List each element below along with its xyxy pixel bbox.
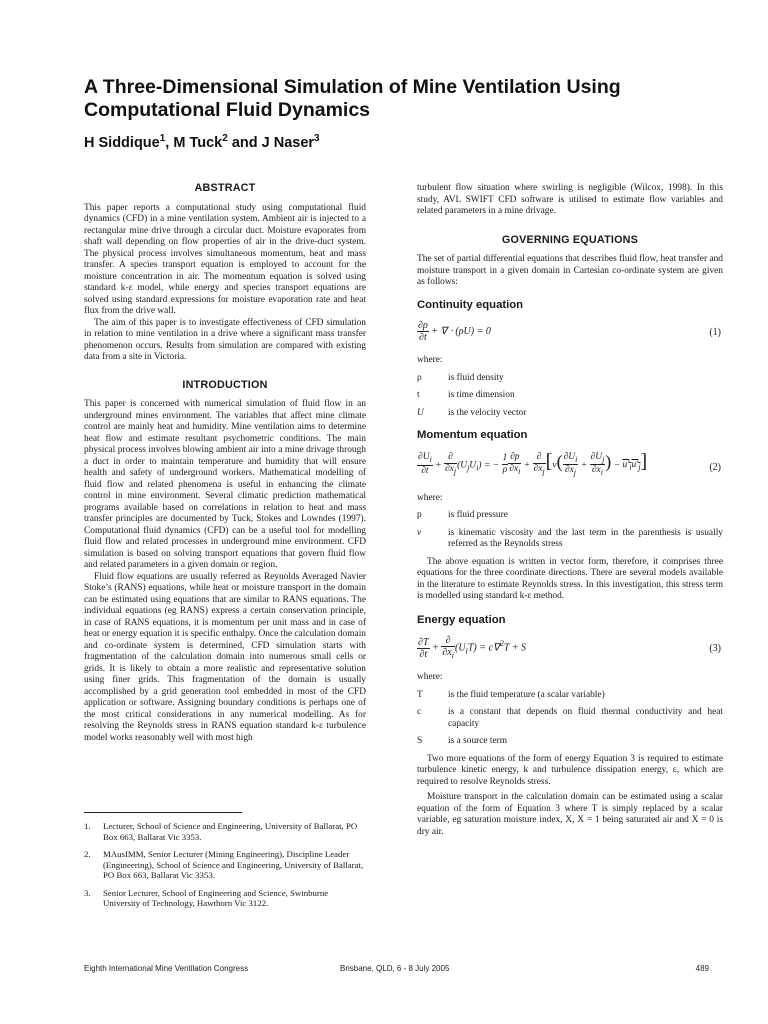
symbol: v	[417, 527, 422, 538]
equation-number: (2)	[709, 461, 721, 473]
footnote-text: Senior Lecturer, School of Engineering and Science, Swinburne University of Technology, Hawthorn Vic 3122.	[103, 887, 329, 908]
author-separator: and	[227, 134, 262, 151]
author-list	[84, 133, 320, 151]
definition-text: is kinematic viscosity and the last term in the parenthesis is usually referred as the Reynolds stress	[448, 527, 723, 549]
energy-paragraph: Two more equations of the form of energy Equation 3 is required to estimate turbulence kinetic energy, k and turbulence dissipation energy, ε, which are required to resolve Reynolds stress.	[417, 753, 723, 787]
symbol-definition	[417, 510, 723, 522]
left-column	[84, 183, 366, 744]
author-affiliation-marker: 3	[314, 133, 320, 144]
footnote-item	[84, 849, 366, 881]
symbol: ρ	[417, 372, 422, 383]
where-label: where:	[417, 672, 443, 682]
governing-equations-intro: The set of partial differential equations that describes fluid flow, heat transfer and moisture transport in a given domain in Cartesian co-ordinate system are given as follows:	[417, 254, 723, 287]
momentum-equation	[417, 452, 723, 484]
footnote-divider	[84, 812, 242, 813]
where-label: where:	[417, 492, 443, 503]
symbol: t	[417, 390, 420, 400]
footnote-item	[84, 821, 366, 842]
momentum-heading: Momentum equation	[417, 429, 528, 441]
symbol-definition	[417, 408, 723, 420]
energy-paragraph: Moisture transport in the calculation domain can be estimated using a scalar equation of the form of Equation 3 where T is simply replaced by a scalar variable, eg saturation moisture index, X, X = 1 being saturated air and X = 0 is dry air.	[417, 792, 723, 837]
author-affiliation-marker: 2	[222, 133, 228, 144]
abstract-paragraph: The aim of this paper is to investigate effectiveness of CFD simulation in relation to mine ventilation in a drive where a significant mass transfer phenomenon occurs. Results from simulation are compared with existing data from a site in Victoria.	[84, 317, 366, 362]
equation-number: (1)	[709, 327, 721, 338]
footer-conference: Eighth International Mine Ventilation Congress	[84, 964, 249, 973]
continuity-formula: $\frac{\partial\rho}{\partial t}$ + ∇ ⋅ (ρU) = 0	[418, 320, 491, 343]
introduction-paragraph: Fluid flow equations are usually referred as Reynolds Averaged Navier Stoke’s (RANS) equations, while heat or moisture transport in the domain can be estimated using equations that are similar to RANS equations. The individual equations (eg RANS) express a certain conservation principle, in case of RANS equations, it is momentum per unit mass and in case of heat or energy equation it is specific enthalpy. Once the calculation domain and co-ordinate system is determined, CFD simulation starts with fragmentation of the calculation domain into numerous small cells or grids. It is likely to obtain a more realistic and representative solution using finer grids. This fragmentation of the domain is usually accomplished by a grid generation tool embedded in most of the CFD application or software. Assigning boundary conditions is perhaps one of the most critical considerations in any numerical modelling. As for resolving the Reynolds stress in RANS equation standard k-ε turbulence model works reasonably well with most high	[84, 571, 366, 743]
symbol: U	[417, 407, 424, 418]
definition-text: is fluid pressure	[448, 510, 508, 520]
definition-text: is time dimension	[448, 390, 515, 400]
footnote-item	[84, 888, 366, 909]
symbol-definition	[417, 707, 723, 730]
momentum-formula: $\frac{\partial U_i}{\partial t}$ + $\frac{\partial}{\partial x_j}$ $(U_jU_i)$ = − $\frac{1}{\rho}$ $\frac{\partial p}{\partial x_i}$ + $\frac{\partial}{\partial x_j}$ [v( $\frac{\partial U_i}{\partial x_j}$ + $\frac{\partial U_j}{\partial x_i}$ ) − $u'_iu'_j$]	[418, 450, 648, 478]
abstract-heading: ABSTRACT	[194, 182, 256, 194]
definition-text: is the velocity vector	[448, 407, 527, 418]
continuity-equation	[417, 320, 723, 346]
symbol: T	[417, 689, 423, 700]
page-footer	[84, 964, 709, 976]
author-separator: ,	[165, 134, 174, 151]
paper-title: A Three-Dimensional Simulation of Mine Ventilation Using Computational Fluid Dynamics	[84, 76, 621, 121]
footnotes	[84, 821, 366, 916]
momentum-paragraph: The above equation is written in vector form, therefore, it comprises three equations for the three coordinate directions. There are several models available in the literature to estimate Reynolds stress. In this investigation, this stress term is modelled using standard k-ε method.	[417, 556, 723, 601]
author-name: M Tuck	[173, 134, 223, 151]
page-number: 489	[695, 964, 709, 973]
energy-heading: Energy equation	[417, 613, 506, 626]
symbol: c	[417, 707, 422, 717]
abstract-paragraph: This paper reports a computational study using computational fluid dynamics (CFD) in a mine ventilation system. Ambient air is injected to a rectangular mine drive through a circular duct. Moisture evaporates from shaft wall depending on flow properties of air in the drive-duct system. The physical process involves simultaneous momentum, heat and mass transfer. A species transport equation is employed to account for the moisture concentration in air. The momentum equation is solved using standard k-ε model, while energy and species transport equations are solved using standard expressions for moisture evaporation rate and heat flux from the drive wall.	[84, 202, 366, 316]
energy-formula: $\frac{\partial T}{\partial t}$ + $\frac{\partial}{\partial x_i}$ $(U_iT) = c\nabla^2T + S$	[418, 635, 526, 660]
symbol-definition	[417, 736, 723, 748]
footnote-number: 3.	[84, 887, 91, 898]
introduction-paragraph: This paper is concerned with numerical simulation of fluid flow in an underground mines environment. The variables that affect mine climate control are mainly heat and humidity. Mine ventilation aims to determine heat flow and estimate resultant psychometric conditions. The main physical process involves blowing ambient air into a mine drivage through a duct in order to maintain temperature and humidity that will ensure health and safety of underground workers. Mathematical modelling of fluid flow and related phenomena is useful in enhancing the climate control in mine environment. Several climatic prediction mathematical programs available based on correlations in relation to heat and mass transfer principles are documented by Tuck, Stokes and Lowndes (1997). Computational fluid dynamics (CFD) can be a useful tool for modelling fluid flow and related processes in underground mine environment. CFD simulation is based on solving transport equations that govern fluid flow and related parameters in a given domain or region.	[84, 399, 366, 570]
footnote-text: MAusIMM, Senior Lecturer (Mining Engineering), Discipline Leader (Engineering), School of Science and Engineering, University of Ballarat, PO Box 663, Ballarat Vic 3353.	[103, 849, 364, 880]
symbol-definition	[417, 390, 723, 402]
governing-equations-heading: GOVERNING EQUATIONS	[501, 233, 639, 246]
momentum-definitions	[417, 510, 723, 551]
energy-definitions	[417, 690, 723, 748]
footnote-text: Lecturer, School of Science and Engineering, University of Ballarat, PO Box 663, Ballarat Vic 3353.	[103, 821, 358, 842]
author-affiliation-marker: 1	[159, 133, 166, 144]
introduction-heading: INTRODUCTION	[182, 378, 268, 391]
continuity-definitions	[417, 373, 723, 420]
definition-text: is fluid density	[448, 372, 504, 383]
symbol-definition	[417, 690, 723, 702]
continuity-heading: Continuity equation	[417, 298, 524, 311]
author-name: J Naser	[261, 134, 315, 151]
symbol-definition	[417, 373, 723, 385]
definition-text: is a source term	[448, 736, 508, 746]
symbol: p	[417, 510, 422, 520]
symbol-definition	[417, 528, 723, 551]
equation-number: (3)	[709, 643, 721, 654]
where-label: where:	[417, 355, 443, 365]
definition-text: is the fluid temperature (a scalar variable)	[448, 689, 605, 700]
introduction-continuation: turbulent flow situation where swirling is negligible (Wilcox, 1998). In this study, AVL SWIFT CFD software is utilised to estimate flow variables and related parameters in a mine drivage.	[417, 183, 723, 216]
definition-text: is a constant that depends on fluid thermal conductivity and heat capacity	[448, 707, 723, 729]
energy-equation	[417, 635, 723, 665]
symbol: S	[417, 736, 423, 746]
author-name: H Siddique	[84, 134, 160, 151]
footer-location-date: Brisbane, QLD, 6 - 8 July 2005	[340, 964, 450, 973]
footnote-number: 2.	[84, 849, 91, 859]
right-column	[417, 183, 723, 838]
footnote-number: 1.	[84, 821, 91, 831]
